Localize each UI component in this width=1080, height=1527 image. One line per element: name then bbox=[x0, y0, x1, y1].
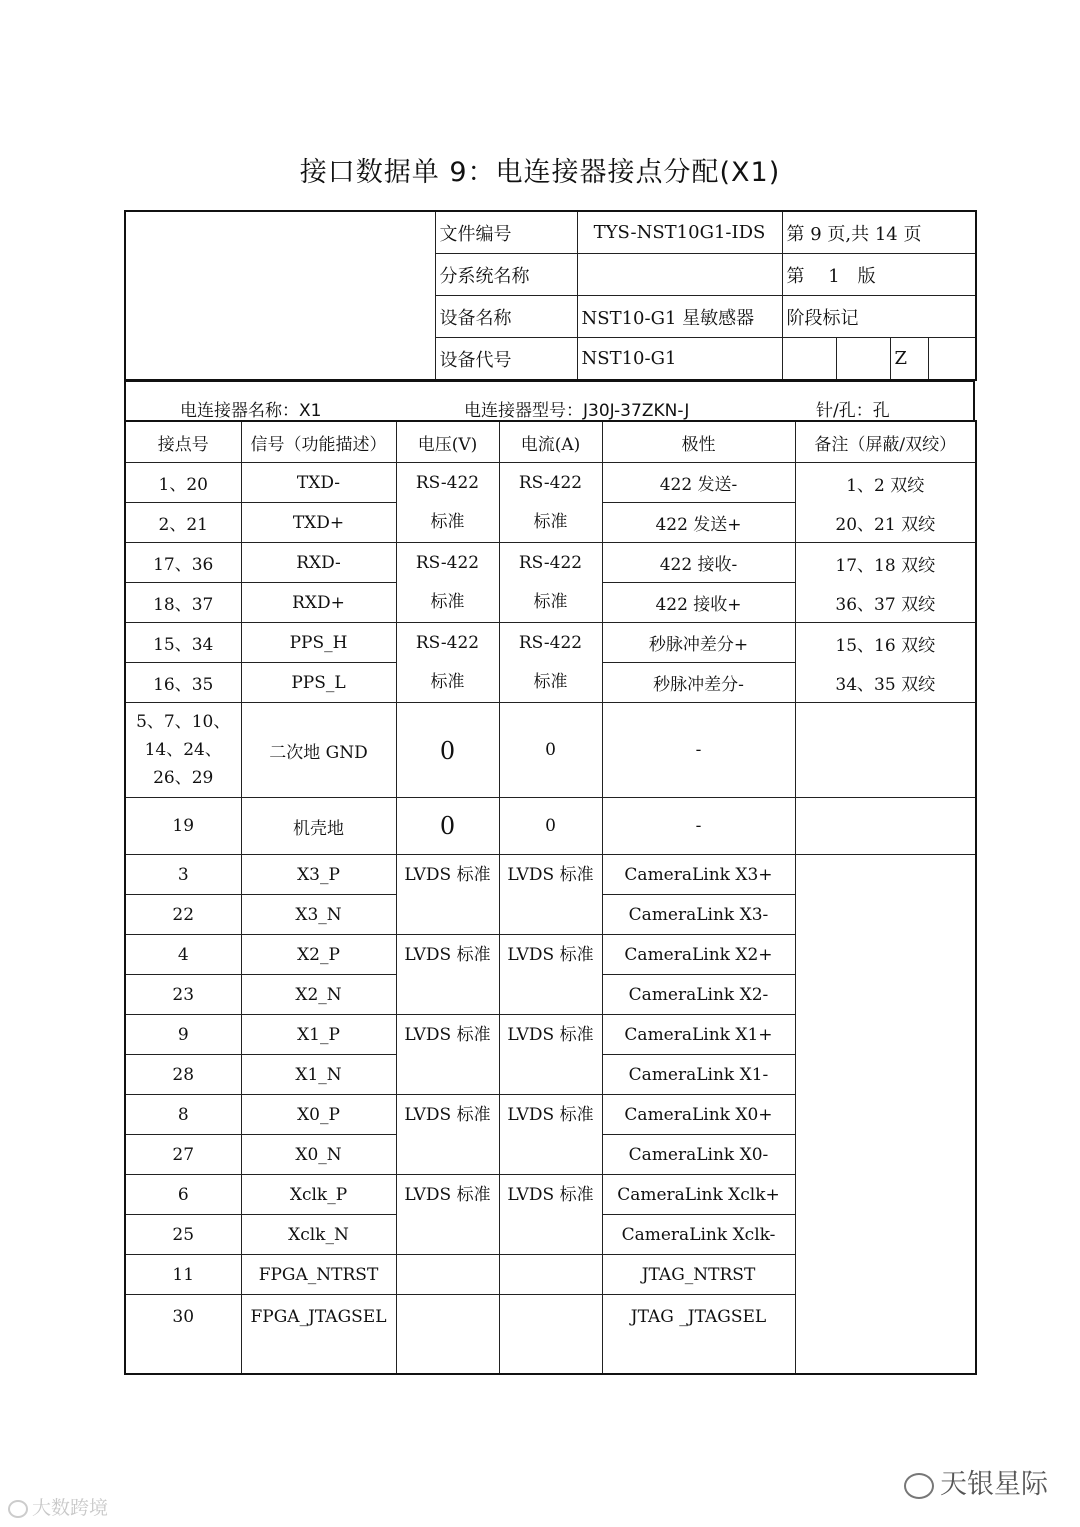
polarity-cell: 秒脉冲差分- bbox=[602, 663, 795, 703]
current-cell: LVDS 标准 bbox=[499, 1095, 602, 1175]
voltage-cell bbox=[396, 463, 499, 543]
polarity-cell: CameraLink X1- bbox=[602, 1055, 795, 1095]
watermark-left bbox=[8, 1493, 108, 1520]
table-row bbox=[125, 623, 976, 663]
table-row bbox=[125, 463, 976, 503]
pin-cell: 17、36 bbox=[125, 543, 241, 583]
pin-cell: 25 bbox=[125, 1215, 241, 1255]
polarity-cell: 422 发送- bbox=[602, 463, 795, 503]
polarity-cell: 秒脉冲差分+ bbox=[602, 623, 795, 663]
connector-model: 电连接器型号：J30J-37ZKN-J bbox=[464, 401, 690, 421]
signal-cell: RXD- bbox=[241, 543, 396, 583]
voltage-line: RS-422 bbox=[415, 633, 480, 653]
polarity-cell: CameraLink Xclk+ bbox=[602, 1175, 795, 1215]
connector-name: 电连接器名称：X1 bbox=[180, 401, 322, 421]
pin-cell: 4 bbox=[125, 935, 241, 975]
column-header: 电流(A) bbox=[499, 421, 602, 463]
document-header-table bbox=[124, 210, 977, 381]
column-header: 电压(V) bbox=[396, 421, 499, 463]
current-cell bbox=[499, 463, 602, 543]
column-header: 极性 bbox=[602, 421, 795, 463]
voltage-cell: 0 bbox=[396, 798, 499, 855]
pin-cell: 3 bbox=[125, 855, 241, 895]
pin-cell: 16、35 bbox=[125, 663, 241, 703]
stage-mark-cell: Z bbox=[890, 338, 928, 381]
pin-assignment-table bbox=[124, 420, 977, 1375]
column-header: 信号（功能描述） bbox=[241, 421, 396, 463]
note-line: 17、18 双绞 bbox=[835, 555, 936, 576]
current-line: 标准 bbox=[533, 512, 568, 532]
note-cell bbox=[795, 798, 976, 855]
current-line: RS-422 bbox=[518, 553, 583, 573]
voltage-cell: 0 bbox=[396, 703, 499, 798]
signal-cell: TXD- bbox=[241, 463, 396, 503]
table-row bbox=[125, 798, 976, 855]
watermark-logo-icon bbox=[8, 1500, 28, 1518]
note-line: 1、2 双绞 bbox=[846, 475, 925, 496]
voltage-cell: LVDS 标准 bbox=[396, 1015, 499, 1095]
signal-cell: X1_P bbox=[241, 1015, 396, 1055]
signal-cell: 机壳地 bbox=[241, 798, 396, 855]
stage-mark-cell bbox=[836, 338, 890, 381]
signal-cell: X2_N bbox=[241, 975, 396, 1015]
current-line: 标准 bbox=[533, 672, 568, 692]
signal-cell: Xclk_N bbox=[241, 1215, 396, 1255]
polarity-cell: 422 发送+ bbox=[602, 503, 795, 543]
signal-cell: X0_N bbox=[241, 1135, 396, 1175]
signal-cell: 二次地 GND bbox=[241, 703, 396, 798]
header-value: NST10-G1 bbox=[577, 338, 782, 381]
note-cell bbox=[795, 703, 976, 798]
pin-cell: 5、7、10、14、24、26、29 bbox=[125, 703, 241, 798]
polarity-cell: CameraLink X1+ bbox=[602, 1015, 795, 1055]
polarity-cell: CameraLink X3- bbox=[602, 895, 795, 935]
polarity-cell: 422 接收- bbox=[602, 543, 795, 583]
signal-cell: X0_P bbox=[241, 1095, 396, 1135]
polarity-cell: CameraLink X0- bbox=[602, 1135, 795, 1175]
signal-cell: FPGA_NTRST bbox=[241, 1255, 396, 1295]
polarity-cell: CameraLink X0+ bbox=[602, 1095, 795, 1135]
pin-cell: 2、21 bbox=[125, 503, 241, 543]
table-row bbox=[125, 543, 976, 583]
signal-cell: TXD+ bbox=[241, 503, 396, 543]
note-line: 15、16 双绞 bbox=[835, 635, 936, 656]
voltage-cell bbox=[396, 543, 499, 623]
pin-cell: 18、37 bbox=[125, 583, 241, 623]
stage-mark-cell bbox=[928, 338, 976, 381]
voltage-line: RS-422 bbox=[415, 473, 480, 493]
signal-cell: X3_N bbox=[241, 895, 396, 935]
current-cell: LVDS 标准 bbox=[499, 1175, 602, 1255]
signal-cell: X2_P bbox=[241, 935, 396, 975]
header-value: NST10-G1 星敏感器 bbox=[577, 296, 782, 338]
header-label: 设备代号 bbox=[435, 338, 577, 381]
column-header: 备注（屏蔽/双绞） bbox=[795, 421, 976, 463]
pin-cell: 8 bbox=[125, 1095, 241, 1135]
polarity-cell: 422 接收+ bbox=[602, 583, 795, 623]
polarity-cell: - bbox=[602, 798, 795, 855]
note-line: 36、37 双绞 bbox=[835, 594, 936, 615]
voltage-cell: LVDS 标准 bbox=[396, 855, 499, 935]
pin-cell: 27 bbox=[125, 1135, 241, 1175]
polarity-cell: CameraLink Xclk- bbox=[602, 1215, 795, 1255]
polarity-cell: CameraLink X3+ bbox=[602, 855, 795, 895]
signal-cell: RXD+ bbox=[241, 583, 396, 623]
signal-cell: X1_N bbox=[241, 1055, 396, 1095]
connector-gender: 针/孔：孔 bbox=[816, 401, 890, 421]
note-cell bbox=[795, 463, 976, 543]
current-cell bbox=[499, 1255, 602, 1295]
watermark-right bbox=[904, 1462, 1048, 1501]
header-label: 分系统名称 bbox=[435, 254, 577, 296]
current-cell bbox=[499, 1295, 602, 1375]
current-line: RS-422 bbox=[518, 633, 583, 653]
voltage-cell bbox=[396, 623, 499, 703]
table-row bbox=[125, 703, 976, 798]
signal-cell: PPS_L bbox=[241, 663, 396, 703]
voltage-cell bbox=[396, 1295, 499, 1375]
signal-cell: Xclk_P bbox=[241, 1175, 396, 1215]
pin-cell: 22 bbox=[125, 895, 241, 935]
voltage-cell: LVDS 标准 bbox=[396, 935, 499, 1015]
pin-cell: 30 bbox=[125, 1295, 241, 1375]
note-line: 34、35 双绞 bbox=[835, 674, 936, 695]
pin-cell: 11 bbox=[125, 1255, 241, 1295]
polarity-cell: CameraLink X2- bbox=[602, 975, 795, 1015]
header-value: TYS-NST10G1-IDS bbox=[577, 211, 782, 254]
current-cell: 0 bbox=[499, 798, 602, 855]
voltage-line: 标准 bbox=[430, 672, 465, 692]
header-label: 设备名称 bbox=[435, 296, 577, 338]
signal-cell: PPS_H bbox=[241, 623, 396, 663]
polarity-cell: JTAG_NTRST bbox=[602, 1255, 795, 1295]
pin-cell: 23 bbox=[125, 975, 241, 1015]
current-line: 标准 bbox=[533, 592, 568, 612]
voltage-cell bbox=[396, 1255, 499, 1295]
header-extra: 第 1 版 bbox=[782, 254, 976, 296]
voltage-cell: LVDS 标准 bbox=[396, 1175, 499, 1255]
column-header: 接点号 bbox=[125, 421, 241, 463]
current-cell: LVDS 标准 bbox=[499, 935, 602, 1015]
pin-cell: 1、20 bbox=[125, 463, 241, 503]
header-blank-cell bbox=[125, 211, 435, 380]
connector-info-row bbox=[124, 380, 975, 420]
current-cell: LVDS 标准 bbox=[499, 1015, 602, 1095]
signal-cell: X3_P bbox=[241, 855, 396, 895]
pin-cell: 6 bbox=[125, 1175, 241, 1215]
note-cell bbox=[795, 623, 976, 703]
note-line: 20、21 双绞 bbox=[835, 514, 936, 535]
table-row bbox=[125, 855, 976, 895]
voltage-line: RS-422 bbox=[415, 553, 480, 573]
voltage-cell: LVDS 标准 bbox=[396, 1095, 499, 1175]
current-cell: LVDS 标准 bbox=[499, 855, 602, 935]
signal-cell: FPGA_JTAGSEL bbox=[241, 1295, 396, 1375]
note-cell bbox=[795, 855, 976, 1375]
voltage-line: 标准 bbox=[430, 592, 465, 612]
header-extra: 阶段标记 bbox=[782, 296, 976, 338]
pin-cell: 19 bbox=[125, 798, 241, 855]
note-cell bbox=[795, 543, 976, 623]
polarity-cell: CameraLink X2+ bbox=[602, 935, 795, 975]
voltage-line: 标准 bbox=[430, 512, 465, 532]
current-cell bbox=[499, 543, 602, 623]
header-value bbox=[577, 254, 782, 296]
current-line: RS-422 bbox=[518, 473, 583, 493]
current-cell bbox=[499, 623, 602, 703]
current-cell: 0 bbox=[499, 703, 602, 798]
stage-mark-cell bbox=[782, 338, 836, 381]
watermark-right-text: 天银星际 bbox=[940, 1469, 1048, 1500]
watermark-left-text: 大数跨境 bbox=[32, 1497, 109, 1519]
header-extra: 第 9 页,共 14 页 bbox=[782, 211, 976, 254]
pin-cell: 28 bbox=[125, 1055, 241, 1095]
pin-cell: 15、34 bbox=[125, 623, 241, 663]
wechat-icon bbox=[904, 1473, 934, 1499]
pin-cell: 9 bbox=[125, 1015, 241, 1055]
polarity-cell: JTAG _JTAGSEL bbox=[602, 1295, 795, 1375]
header-label: 文件编号 bbox=[435, 211, 577, 254]
page-title: 接口数据单 9：电连接器接点分配(X1) bbox=[299, 157, 781, 188]
polarity-cell: - bbox=[602, 703, 795, 798]
